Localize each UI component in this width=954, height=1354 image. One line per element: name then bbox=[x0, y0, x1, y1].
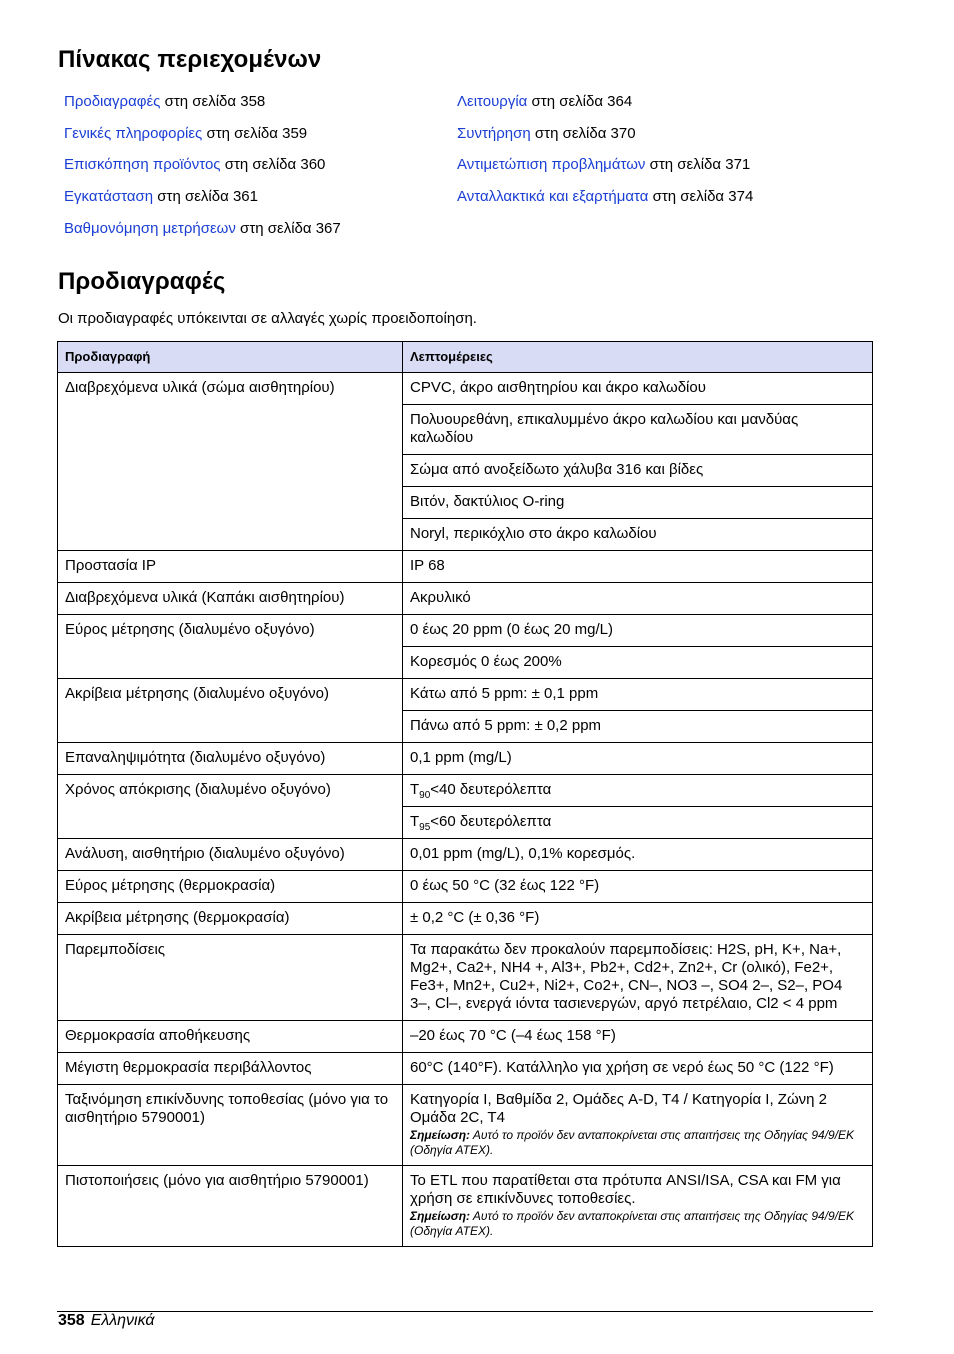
spec-value bbox=[403, 1166, 873, 1247]
toc-column-right bbox=[457, 92, 753, 219]
note-text: Αυτό το προϊόν δεν ανταποκρίνεται στις απαιτήσεις της Οδηγίας 94/9/ΕΚ (Οδηγία ATEX). bbox=[410, 1128, 855, 1157]
table-row bbox=[58, 775, 873, 807]
spec-name: Παρεμποδίσεις bbox=[58, 935, 403, 1021]
toc-page-ref: στη σελίδα 358 bbox=[160, 93, 266, 110]
table-row bbox=[58, 839, 873, 871]
subscript: 90 bbox=[419, 790, 431, 801]
spec-name: Ανάλυση, αισθητήριο (διαλυμένο οξυγόνο) bbox=[58, 839, 403, 871]
toc-entry bbox=[64, 219, 341, 251]
spec-name: Επαναληψιμότητα (διαλυμένο οξυγόνο) bbox=[58, 743, 403, 775]
table-row bbox=[58, 1085, 873, 1166]
spec-value: 60°C (140°F). Κατάλληλο για χρήση σε νερό έως 50 °C (122 °F) bbox=[403, 1053, 873, 1085]
toc-link[interactable]: Βαθμονόμηση μετρήσεων bbox=[64, 219, 236, 237]
toc-column-left bbox=[64, 92, 341, 250]
spec-value: Σώμα από ανοξείδωτο χάλυβα 316 και βίδες bbox=[403, 455, 873, 487]
toc-entry bbox=[64, 187, 341, 219]
spec-value: Noryl, περικόχλιο στο άκρο καλωδίου bbox=[403, 519, 873, 551]
value-text: <40 δευτερόλεπτα bbox=[430, 781, 552, 798]
table-row bbox=[58, 935, 873, 1021]
spec-name: Εύρος μέτρησης (θερμοκρασία) bbox=[58, 871, 403, 903]
table-row bbox=[58, 903, 873, 935]
spec-value: Πολυουρεθάνη, επικαλυμμένο άκρο καλωδίου και μανδύας καλωδίου bbox=[403, 405, 873, 455]
spec-value: CPVC, άκρο αισθητηρίου και άκρο καλωδίου bbox=[403, 373, 873, 405]
header-details: Λεπτομέρειες bbox=[403, 342, 873, 373]
note bbox=[410, 1209, 865, 1239]
spec-value: 0,01 ppm (mg/L), 0,1% κορεσμός. bbox=[403, 839, 873, 871]
table-row bbox=[58, 615, 873, 647]
header-spec: Προδιαγραφή bbox=[58, 342, 403, 373]
note-label: Σημείωση: bbox=[410, 1128, 471, 1142]
spec-name: Θερμοκρασία αποθήκευσης bbox=[58, 1021, 403, 1053]
toc-link[interactable]: Λειτουργία bbox=[457, 93, 528, 110]
toc-entry bbox=[64, 124, 341, 156]
table-row bbox=[58, 1053, 873, 1085]
spec-name: Πιστοποιήσεις (μόνο για αισθητήριο 5790001) bbox=[58, 1166, 403, 1247]
toc-title: Πίνακας περιεχομένων bbox=[58, 46, 322, 73]
spec-value: ± 0,2 °C (± 0,36 °F) bbox=[403, 903, 873, 935]
table-row bbox=[58, 583, 873, 615]
table-row bbox=[58, 551, 873, 583]
toc-link[interactable]: Γενικές πληροφορίες bbox=[64, 124, 203, 142]
spec-name: Προστασία IP bbox=[58, 551, 403, 583]
spec-value: Κάτω από 5 ppm: ± 0,1 ppm bbox=[403, 679, 873, 711]
toc-page-ref: στη σελίδα 371 bbox=[645, 156, 751, 174]
intro-text: Οι προδιαγραφές υπόκεινται σε αλλαγές χωρίς προειδοποίηση. bbox=[58, 310, 477, 327]
toc-page-ref: στη σελίδα 367 bbox=[235, 219, 341, 237]
value-text: <60 δευτερόλεπτα bbox=[430, 813, 552, 830]
spec-value bbox=[403, 807, 873, 839]
table-row bbox=[58, 679, 873, 711]
toc-entry bbox=[64, 155, 341, 187]
toc-page-ref: στη σελίδα 364 bbox=[527, 93, 633, 110]
spec-value: Ακρυλικό bbox=[403, 583, 873, 615]
spec-table bbox=[57, 341, 873, 1247]
page-number: 358 bbox=[58, 1312, 85, 1329]
table-row bbox=[58, 1166, 873, 1247]
toc-page-ref: στη σελίδα 359 bbox=[202, 124, 308, 142]
spec-value: 0,1 ppm (mg/L) bbox=[403, 743, 873, 775]
spec-name: Εύρος μέτρησης (διαλυμένο οξυγόνο) bbox=[58, 615, 403, 679]
spec-name: Χρόνος απόκρισης (διαλυμένο οξυγόνο) bbox=[58, 775, 403, 839]
table-row bbox=[58, 1021, 873, 1053]
spec-value bbox=[403, 1085, 873, 1166]
footer-divider bbox=[57, 1311, 873, 1312]
toc-page-ref: στη σελίδα 370 bbox=[530, 124, 636, 142]
spec-value: Κορεσμός 0 έως 200% bbox=[403, 647, 873, 679]
note-text: Αυτό το προϊόν δεν ανταποκρίνεται στις απαιτήσεις της Οδηγίας 94/9/ΕΚ (Οδηγία ATEX). bbox=[410, 1209, 855, 1238]
toc-entry bbox=[457, 92, 753, 124]
spec-value: Τα παρακάτω δεν προκαλούν παρεμποδίσεις: H2S, pH, K+, Na+, Mg2+, Ca2+, NH4 +, Al3+, Pb2+, Cd2+, Zn2+, Cr (ολικό), Fe2+, Fe3+, Mn2+, Cu2+, Ni2+, Co2+, CN–, NO3 –, SO4 2–, S2–, PO4 3–, Cl–, ενεργά ιόντα τασιενεργών, αργό πετρέλαιο, Cl2 < 4 ppm bbox=[403, 935, 873, 1021]
footer-language: Ελληνικά bbox=[90, 1312, 155, 1329]
table-row bbox=[58, 871, 873, 903]
value-text: Κατηγορία I, Βαθμίδα 2, Ομάδες A-D, T4 / Κατηγορία I, Ζώνη 2 Ομάδα 2C, T4 bbox=[410, 1091, 828, 1126]
spec-value: –20 έως 70 °C (–4 έως 158 °F) bbox=[403, 1021, 873, 1053]
spec-name: Μέγιστη θερμοκρασία περιβάλλοντος bbox=[58, 1053, 403, 1085]
spec-name: Ταξινόμηση επικίνδυνης τοποθεσίας (μόνο για το αισθητήριο 5790001) bbox=[58, 1085, 403, 1166]
toc-link[interactable]: Συντήρηση bbox=[457, 124, 531, 142]
toc-link[interactable]: Αντιμετώπιση προβλημάτων bbox=[457, 156, 646, 174]
spec-value: 0 έως 50 °C (32 έως 122 °F) bbox=[403, 871, 873, 903]
subscript: 95 bbox=[419, 822, 431, 833]
section-title: Προδιαγραφές bbox=[58, 268, 226, 295]
spec-value: IP 68 bbox=[403, 551, 873, 583]
table-header-row bbox=[58, 342, 873, 373]
page-footer bbox=[58, 1312, 155, 1330]
spec-name: Ακρίβεια μέτρησης (διαλυμένο οξυγόνο) bbox=[58, 679, 403, 743]
toc-entry bbox=[64, 92, 341, 124]
spec-name: Διαβρεχόμενα υλικά (Καπάκι αισθητηρίου) bbox=[58, 583, 403, 615]
toc-link[interactable]: Ανταλλακτικά και εξαρτήματα bbox=[457, 188, 649, 206]
note-label: Σημείωση: bbox=[410, 1209, 471, 1223]
spec-name: Ακρίβεια μέτρησης (θερμοκρασία) bbox=[58, 903, 403, 935]
toc-link[interactable]: Επισκόπηση προϊόντος bbox=[64, 156, 221, 174]
toc-entry bbox=[457, 187, 753, 219]
spec-value bbox=[403, 775, 873, 807]
note bbox=[410, 1128, 865, 1158]
table-row bbox=[58, 373, 873, 405]
toc-page-ref: στη σελίδα 374 bbox=[648, 188, 754, 206]
spec-name: Διαβρεχόμενα υλικά (σώμα αισθητηρίου) bbox=[58, 373, 403, 551]
spec-value: 0 έως 20 ppm (0 έως 20 mg/L) bbox=[403, 615, 873, 647]
symbol-t: T bbox=[410, 813, 420, 830]
spec-value: Πάνω από 5 ppm: ± 0,2 ppm bbox=[403, 711, 873, 743]
spec-value: Βιτόν, δακτύλιος O-ring bbox=[403, 487, 873, 519]
symbol-t: T bbox=[410, 781, 420, 798]
toc-entry bbox=[457, 124, 753, 156]
toc-page-ref: στη σελίδα 360 bbox=[220, 156, 326, 174]
toc-link[interactable]: Εγκατάσταση bbox=[64, 188, 154, 206]
toc-page-ref: στη σελίδα 361 bbox=[153, 188, 258, 206]
table-row bbox=[58, 743, 873, 775]
toc-link[interactable]: Προδιαγραφές bbox=[64, 93, 161, 110]
toc-entry bbox=[457, 155, 753, 187]
value-text: Το ETL που παρατίθεται στα πρότυπα ANSI/ISA, CSA και FM για χρήση σε επικίνδυνες τοποθεσίες. bbox=[410, 1172, 841, 1207]
